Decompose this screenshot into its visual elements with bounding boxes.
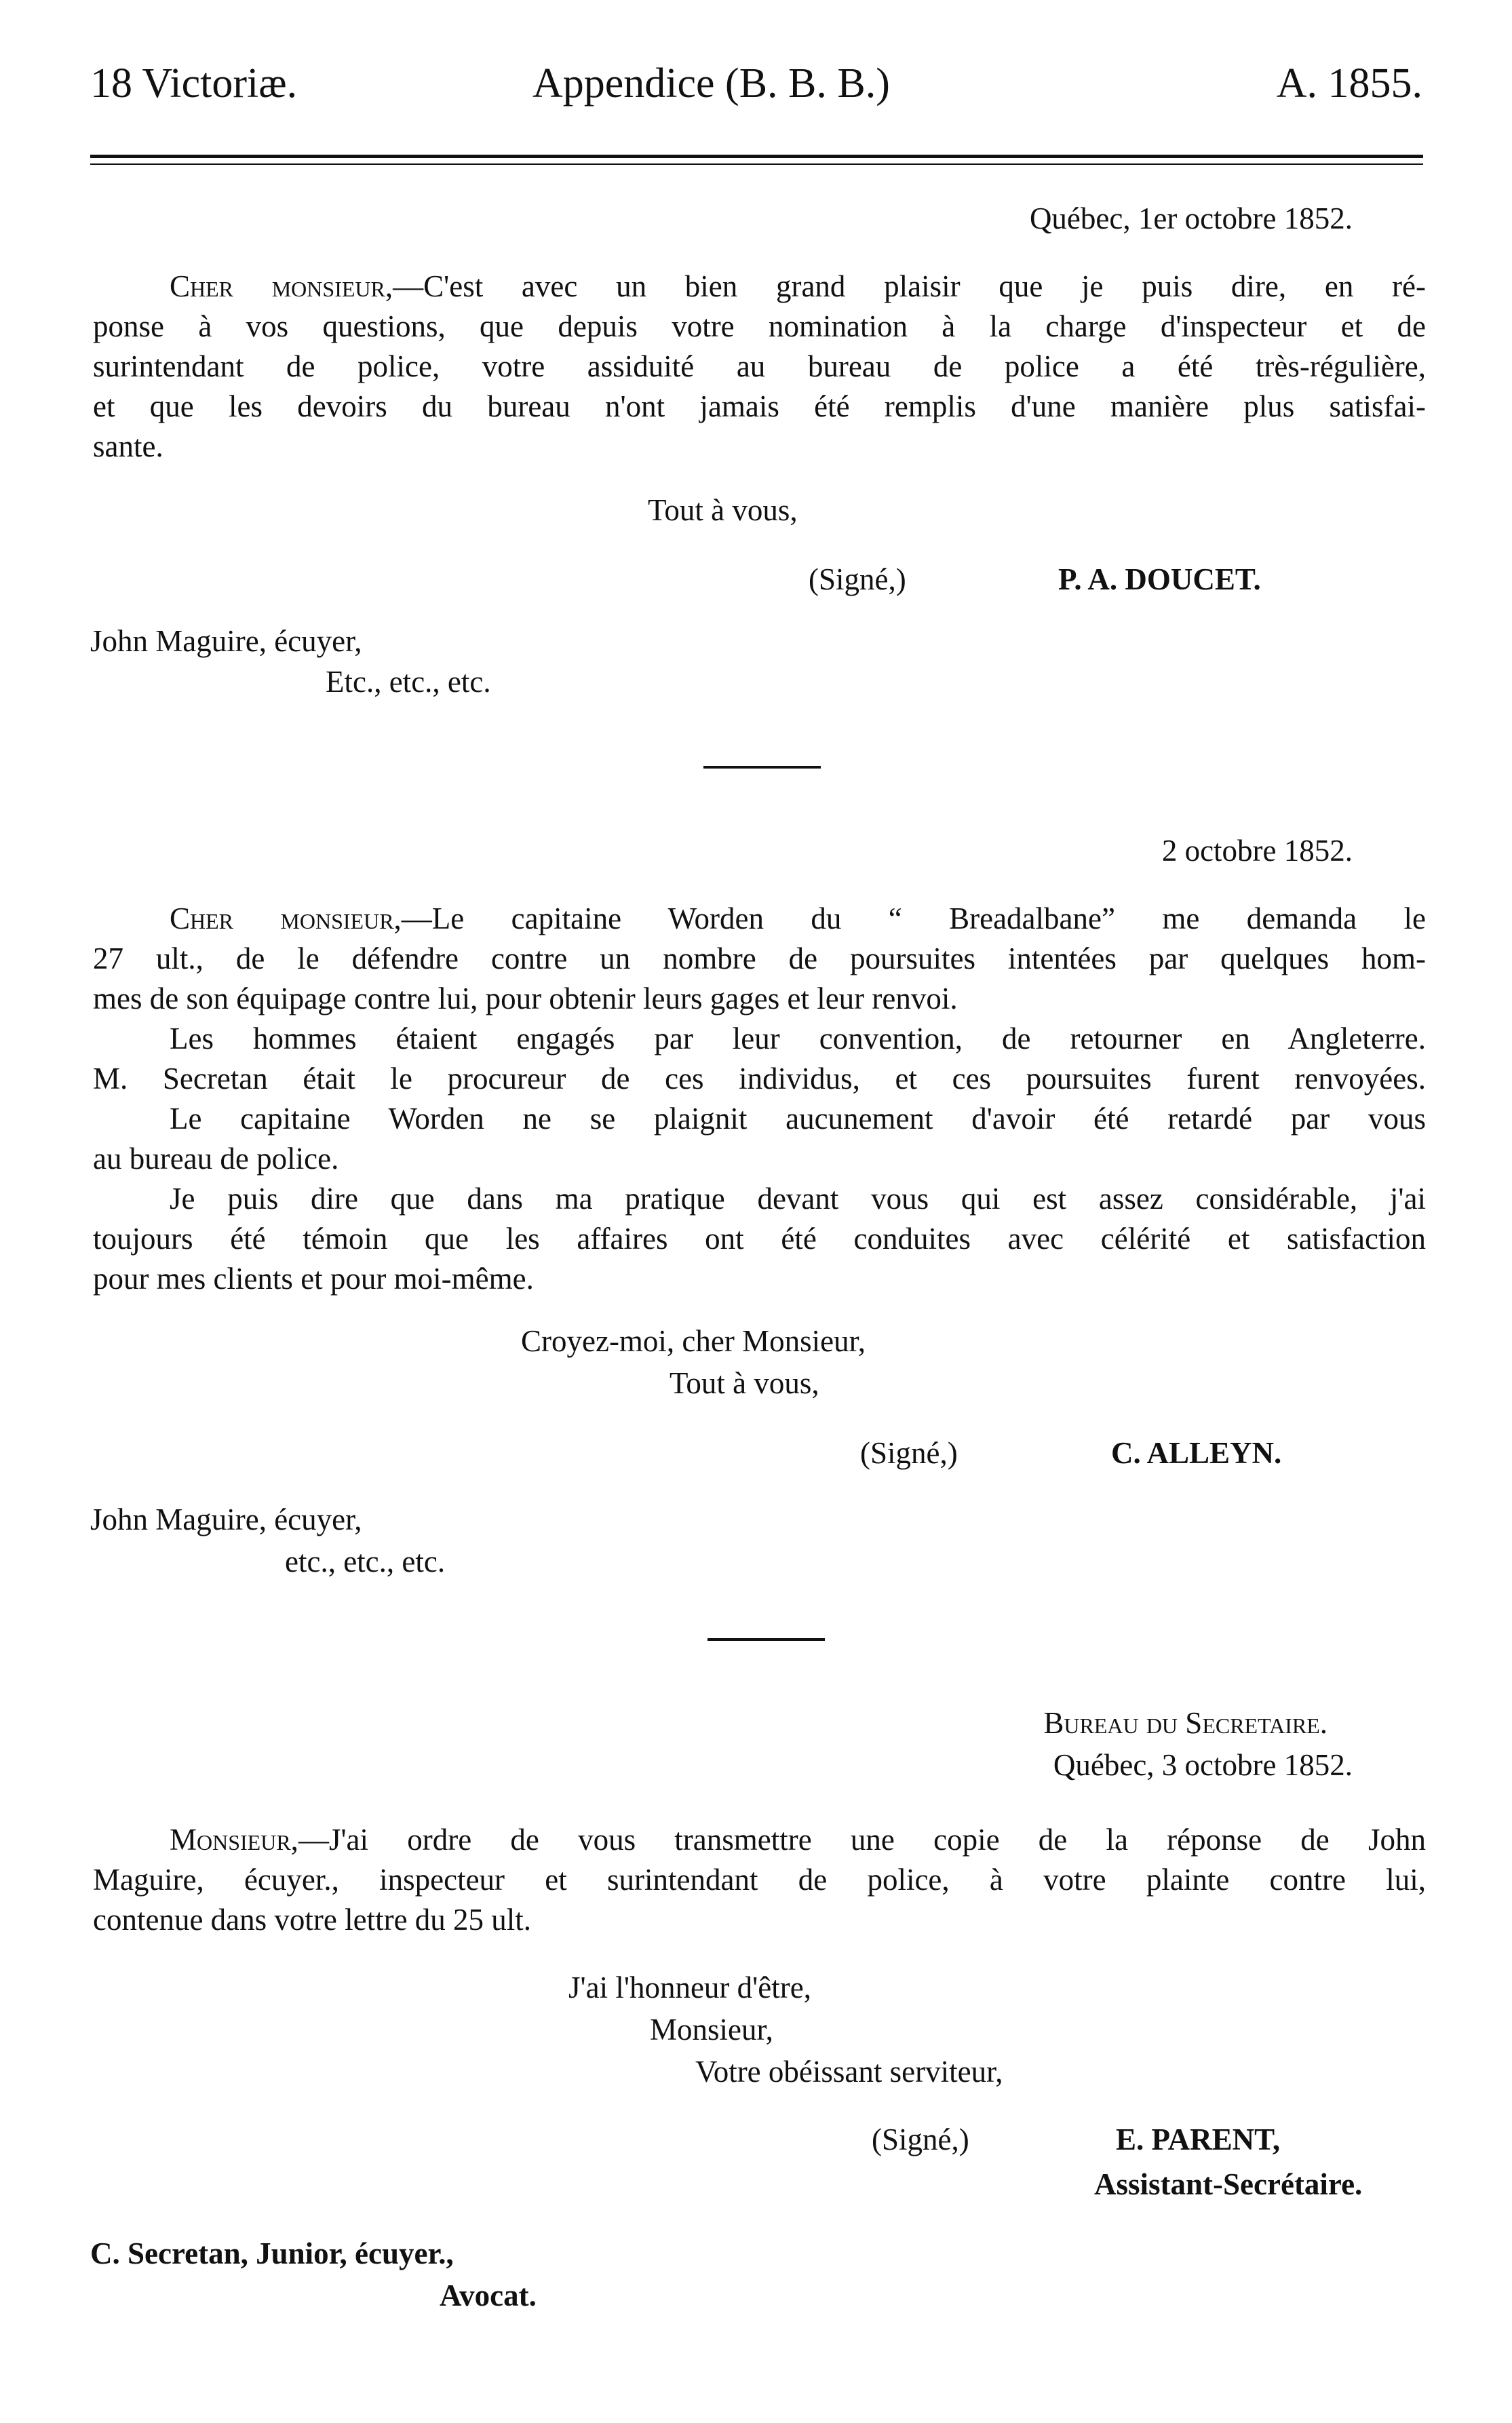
header-rule-thin [90, 163, 1423, 165]
letter3-signed: (Signé,) [872, 2122, 969, 2156]
letter-separator [707, 1638, 825, 1641]
letter2-closing: Tout à vous, [670, 1366, 819, 1400]
letter1-body-text: —C'est avec un bien grand plaisir que je puis dire, en ré- [393, 269, 1426, 303]
letter3-date: Québec, 3 octobre 1852. [1053, 1748, 1353, 1782]
letter3-body-line: Maguire, écuyer., inspecteur et surintendant de police, à votre plainte contre lui, [93, 1863, 1426, 1897]
header-year: A. 1855. [1276, 60, 1422, 106]
letter2-body-line: Le capitaine Worden ne se plaignit aucunement d'avoir été retardé par vous [170, 1102, 1426, 1136]
letter3-office: Bureau du Secretaire. [1043, 1706, 1327, 1740]
letter2-body-line: pour mes clients et pour moi-même. [93, 1262, 534, 1296]
letter2-addressee-etc: etc., etc., etc. [285, 1545, 446, 1578]
letter2-body-line: Je puis dire que dans ma pratique devant vous qui est assez considérable, j'ai [170, 1182, 1426, 1216]
letter1-addressee-etc: Etc., etc., etc. [326, 665, 491, 699]
letter2-signer: C. ALLEYN. [1111, 1436, 1282, 1470]
letter1-signed: (Signé,) [809, 562, 906, 596]
letter3-body-line: contenue dans votre lettre du 25 ult. [93, 1903, 532, 1937]
letter1-body-line: et que les devoirs du bureau n'ont jamais été remplis d'une manière plus satisfai- [93, 389, 1426, 423]
letter1-date: Québec, 1er octobre 1852. [1029, 201, 1353, 235]
letter2-date: 2 octobre 1852. [1161, 834, 1353, 868]
letter3-signer-title: Assistant-Secrétaire. [1094, 2167, 1363, 2201]
letter1-signer: P. A. DOUCET. [1058, 562, 1261, 596]
letter3-addressee: C. Secretan, Junior, écuyer., [90, 2236, 454, 2270]
letter3-signer: E. PARENT, [1116, 2122, 1281, 2156]
letter3-closing: Votre obéissant serviteur, [695, 2055, 1003, 2089]
letter1-body-line: sante. [93, 429, 163, 463]
letter2-body-line: Les hommes étaient engagés par leur convention, de retourner en Angleterre. [170, 1022, 1426, 1055]
letter2-salutation: Cher monsieur, [170, 902, 402, 935]
letter3-salutation: Monsieur, [170, 1823, 298, 1857]
letter2-body-line: 27 ult., de le défendre contre un nombre de poursuites intentées par quelques hom- [93, 942, 1426, 975]
letter1-closing: Tout à vous, [648, 493, 798, 527]
letter3-body-text: —J'ai ordre de vous transmettre une copie de la réponse de John [298, 1823, 1426, 1857]
letter1-salutation: Cher monsieur, [170, 269, 393, 303]
letter2-body-text: —Le capitaine Worden du “ Breadalbane” me demanda le [401, 902, 1426, 935]
letter3-closing: Monsieur, [650, 2013, 773, 2047]
letter2-body-line: M. Secretan était le procureur de ces individus, et ces poursuites furent renvoyées. [93, 1062, 1426, 1096]
letter1-body-line: ponse à vos questions, que depuis votre nomination à la charge d'inspecteur et de [93, 309, 1426, 343]
header-rule [90, 155, 1423, 158]
letter2-body-line: mes de son équipage contre lui, pour obtenir leurs gages et leur renvoi. [93, 982, 958, 1015]
letter2-signed: (Signé,) [860, 1436, 958, 1470]
letter2-addressee: John Maguire, écuyer, [90, 1503, 362, 1536]
letter3-addressee-title: Avocat. [440, 2279, 537, 2312]
letter1-body-line [93, 271, 1426, 302]
letter3-body-line [93, 1825, 1426, 1855]
header-session: 18 Victoriæ. [90, 60, 298, 106]
letter2-closing: Croyez-moi, cher Monsieur, [521, 1324, 866, 1358]
letter2-body-line: au bureau de police. [93, 1142, 339, 1176]
letter2-body-line: toujours été témoin que les affaires ont été conduites avec célérité et satisfaction [93, 1222, 1426, 1256]
letter1-body-line: surintendant de police, votre assiduité au bureau de police a été très-régulière, [93, 349, 1426, 383]
letter2-body-line [93, 904, 1426, 934]
letter1-addressee: John Maguire, écuyer, [90, 624, 362, 658]
letter-separator [703, 766, 821, 769]
header-appendix: Appendice (B. B. B.) [532, 60, 890, 106]
letter3-closing: J'ai l'honneur d'être, [568, 1971, 811, 2004]
